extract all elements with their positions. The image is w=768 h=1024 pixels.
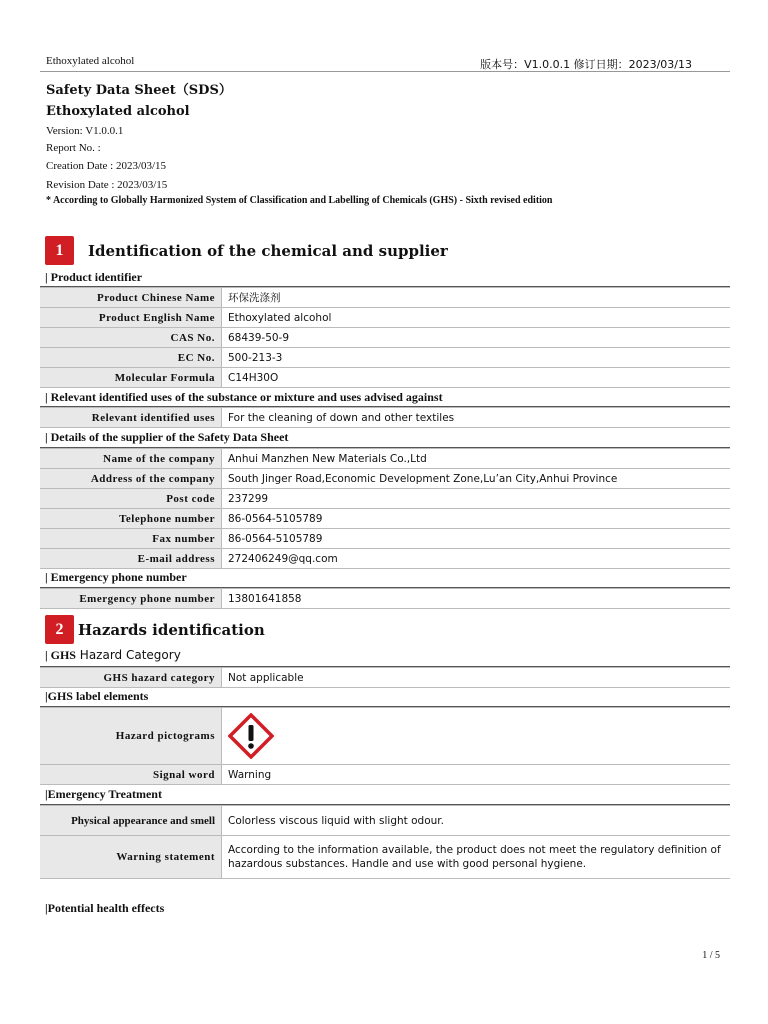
ghs-label-elements-heading: |GHS label elements: [45, 689, 149, 703]
row-label: Product English Name: [40, 308, 222, 328]
table-row: [40, 348, 730, 368]
row-value: C14H30O: [222, 368, 731, 388]
row-value: 86-0564-5105789: [222, 529, 731, 549]
header-doc-name: Ethoxylated alcohol: [46, 55, 135, 67]
table-row: [40, 708, 730, 765]
version-line: Version: V1.0.0.1: [46, 125, 124, 137]
heading-light-part: Hazard Category: [75, 648, 181, 662]
potential-health-effects-heading: |Potential health effects: [45, 901, 165, 915]
section-2-heading: [45, 615, 265, 644]
row-label: Emergency phone number: [40, 589, 222, 609]
ghs-label-table: [40, 707, 730, 785]
row-value: Anhui Manzhen New Materials Co.,Ltd: [222, 449, 731, 469]
section-number-badge: 2: [45, 615, 74, 644]
row-value: 86-0564-5105789: [222, 509, 731, 529]
row-label: Hazard pictograms: [40, 708, 222, 765]
row-value: Ethoxylated alcohol: [222, 308, 731, 328]
row-label: Molecular Formula: [40, 368, 222, 388]
row-value: 237299: [222, 489, 731, 509]
emergency-phone-table: [40, 588, 730, 609]
table-row: [40, 549, 730, 569]
product-identifier-heading: | Product identifier: [45, 270, 143, 284]
table-row: [40, 489, 730, 509]
section-title: Identification of the chemical and supplier: [88, 241, 448, 260]
emergency-treatment-heading: |Emergency Treatment: [45, 787, 162, 801]
table-row: [40, 509, 730, 529]
relevant-uses-heading: | Relevant identified uses of the substance or mixture and uses advised against: [45, 390, 443, 404]
ghs-note: * According to Globally Harmonized System of Classification and Labelling of Chemicals (GHS) - Sixth revised edition: [46, 195, 553, 206]
table-row: [40, 765, 730, 785]
product-name-title: Ethoxylated alcohol: [46, 104, 190, 119]
row-label: Address of the company: [40, 469, 222, 489]
row-label: Product Chinese Name: [40, 288, 222, 308]
row-value: 68439-50-9: [222, 328, 731, 348]
ghs-hazard-category-heading: [45, 648, 181, 663]
revision-date-line: Revision Date : 2023/03/15: [46, 179, 168, 191]
row-label: EC No.: [40, 348, 222, 368]
row-label: E-mail address: [40, 549, 222, 569]
row-label: Signal word: [40, 765, 222, 785]
row-value: Colorless viscous liquid with slight odour.: [222, 806, 731, 836]
emergency-treatment-table: [40, 805, 730, 879]
row-label: Post code: [40, 489, 222, 509]
row-value: 13801641858: [222, 589, 731, 609]
table-row: [40, 469, 730, 489]
exclamation-mark-diamond-icon: [228, 713, 274, 759]
row-value: 272406249@qq.com: [222, 549, 731, 569]
header-divider: [40, 71, 730, 72]
report-number-line: Report No. :: [46, 142, 101, 154]
row-label: Warning statement: [40, 836, 222, 879]
table-row: [40, 529, 730, 549]
table-row: [40, 408, 730, 428]
supplier-details-table: [40, 448, 730, 569]
table-row: [40, 449, 730, 469]
table-row: [40, 836, 730, 879]
row-value: 500-213-3: [222, 348, 731, 368]
row-value: For the cleaning of down and other textiles: [222, 408, 731, 428]
row-value: South Jinger Road,Economic Development Zone,Lu’an City,Anhui Province: [222, 469, 731, 489]
emergency-phone-heading: | Emergency phone number: [45, 570, 187, 584]
document-title: Safety Data Sheet（SDS）: [46, 83, 232, 98]
creation-date-line: Creation Date : 2023/03/15: [46, 160, 167, 172]
ghs-hazard-table: [40, 667, 730, 688]
row-value: 环保洗涤剂: [222, 288, 731, 308]
header-version-date: 版本号：V1.0.0.1 修订日期：2023/03/13: [480, 58, 692, 71]
table-row: [40, 288, 730, 308]
row-value: Warning: [222, 765, 731, 785]
section-1-heading: [45, 236, 448, 265]
section-number-badge: 1: [45, 236, 74, 265]
table-row: [40, 368, 730, 388]
row-label: Name of the company: [40, 449, 222, 469]
table-row: [40, 308, 730, 328]
table-row: [40, 806, 730, 836]
row-value: [222, 708, 731, 765]
row-label: Fax number: [40, 529, 222, 549]
row-label: CAS No.: [40, 328, 222, 348]
row-label: Physical appearance and smell: [40, 806, 222, 836]
product-identifier-table: [40, 287, 730, 388]
page-number: 1 / 5: [702, 950, 720, 961]
relevant-uses-table: [40, 407, 730, 428]
heading-bold-part: | GHS: [45, 648, 76, 662]
row-label: Relevant identified uses: [40, 408, 222, 428]
table-row: [40, 328, 730, 348]
row-label: GHS hazard category: [40, 668, 222, 688]
row-label: Telephone number: [40, 509, 222, 529]
row-value: According to the information available, the product does not meet the regulatory definition of hazardous substances. Handle and use with good personal hygiene.: [222, 836, 731, 879]
row-value: Not applicable: [222, 668, 731, 688]
section-title: Hazards identification: [78, 620, 265, 639]
table-row: [40, 589, 730, 609]
supplier-details-heading: | Details of the supplier of the Safety Data Sheet: [45, 430, 289, 444]
table-row: [40, 668, 730, 688]
